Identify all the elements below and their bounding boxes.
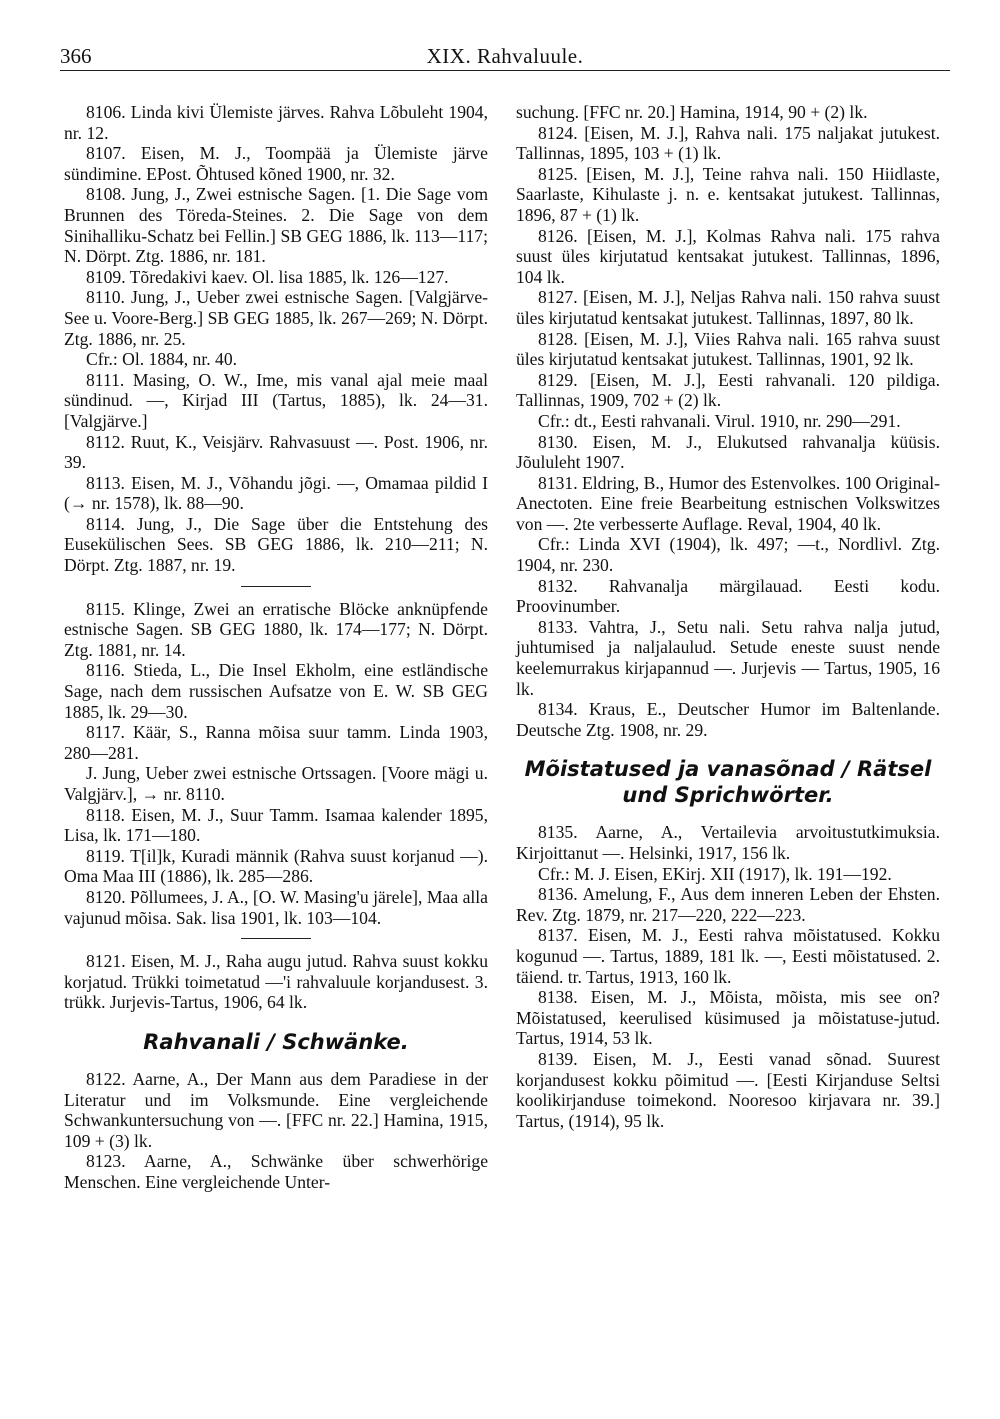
section-heading-rahvanali: Rahvanali / Schwänke. — [143, 1029, 409, 1054]
entry-8137: 8137. Eisen, M. J., Eesti rahva mõistatused. Kokku kogunud —. Tartus, 1889, 181 lk. —, Eesti mõistatused. 2. täiend. tr. Tartus, 1913, 160 lk. — [516, 925, 940, 987]
entry-8129-cfr: Cfr.: dt., Eesti rahvanali. Virul. 1910, nr. 290—291. — [538, 410, 901, 431]
entry-8139: 8139. Eisen, M. J., Eesti vanad sõnad. Suurest korjandusest kokku põimitud —. [Eesti Kirjanduse Seltsi koolikirjanduse toimekond. Nooresoo kirjavara nr. 39.] Tartus, (1914), 95 lk. — [516, 1048, 940, 1131]
entry-8130: 8130. Eisen, M. J., Elukutsed rahvanalja küüsis. Jõululeht 1907. — [516, 431, 940, 473]
separator-rule — [241, 938, 311, 939]
entry-8122: 8122. Aarne, A., Der Mann aus dem Paradiese in der Literatur und im Volksmunde. Eine vergleichende Schwankuntersuchung von —. [FFC nr. 22.] Hamina, 1915, 109 + (3) lk. — [64, 1068, 488, 1151]
entry-8116: 8116. Stieda, L., Die Insel Ekholm, eine estländische Sage, nach dem russischen Aufsatze von E. W. SB GEG 1885, lk. 29—30. — [64, 660, 488, 722]
entry-8123-continued: suchung. [FFC nr. 20.] Hamina, 1914, 90 + (2) lk. — [516, 102, 868, 122]
entry-8132: 8132. Rahvanalja märgilauad. Eesti kodu. Proovinumber. — [516, 575, 940, 617]
entry-8119: 8119. T[il]k, Kuradi männik (Rahva suust korjanud —). Oma Maa III (1886), lk. 285—286. — [64, 845, 488, 887]
entry-8120: 8120. Põllumees, J. A., [O. W. Masing'u järele], Maa alla vajunud mõisa. Sak. lisa 1901, lk. 103—104. — [64, 886, 488, 928]
entry-8136: 8136. Amelung, F., Aus dem inneren Leben der Ehsten. Rev. Ztg. 1879, nr. 217—220, 222—223. — [516, 884, 940, 925]
entry-8134: 8134. Kraus, E., Deutscher Humor im Baltenlande. Deutsche Ztg. 1908, nr. 29. — [516, 699, 940, 740]
entry-8135-cfr: Cfr.: M. J. Eisen, EKirj. XII (1917), lk. 191—192. — [538, 863, 892, 884]
entry-8131: 8131. Eldring, B., Humor des Estenvolkes. 100 Original-Anectoten. Eine freie Bearbeitung estnischen Volkswitzes von —. 2te verbesserte Auflage. Reval, 1904, 40 lk. — [516, 472, 940, 534]
entry-8107: 8107. Eisen, M. J., Toompää ja Ülemiste järve sündimine. EPost. Õhtused kõned 1900, nr. 32. — [64, 143, 488, 184]
section-heading-moistatused: Mõistatused ja vanasõnad / Rätsel und Sprichwörter. — [524, 757, 932, 808]
entry-8117: 8117. Käär, S., Ranna mõisa suur tamm. Linda 1903, 280—281. — [64, 722, 488, 763]
entry-8125: 8125. [Eisen, M. J.], Teine rahva nali. 150 Hiidlaste, Saarlaste, Kihulaste j. n. e. kentsakat jutukest. Tallinnas, 1896, 87 + (1) lk. — [516, 163, 940, 225]
left-column — [64, 102, 488, 1193]
entry-8121: 8121. Eisen, M. J., Raha augu jutud. Rahva suust kokku korjatud. Trükki toimetatud —'i rahvaluule korjandusest. 3. trükk. Jurjevis-Tartus, 1906, 64 lk. — [64, 951, 488, 1013]
header-rule — [60, 70, 950, 71]
entry-8114: 8114. Jung, J., Die Sage über die Entstehung des Eusekülischen Sees. SB GEG 1886, lk. 210—211; N. Dörpt. Ztg. 1887, nr. 19. — [64, 513, 488, 576]
entry-8113: 8113. Eisen, M. J., Võhandu jõgi. —, Omamaa pildid I (→ nr. 1578), lk. 88—90. — [64, 472, 488, 514]
page-number: 366 — [60, 44, 92, 68]
entry-8115: 8115. Klinge, Zwei an erratische Blöcke anknüpfende estnische Sagen. SB GEG 1880, lk. 174—177; N. Dörpt. Ztg. 1881, nr. 14. — [64, 598, 488, 660]
entry-8127: 8127. [Eisen, M. J.], Neljas Rahva nali. 150 rahva suust üles kirjutatud kentsakat jutukest. Tallinnas, 1897, 80 lk. — [516, 287, 940, 328]
entry-8117-jung: J. Jung, Ueber zwei estnische Ortssagen. [Voore mägi u. Valgjärv.], → nr. 8110. — [64, 763, 488, 804]
entry-8106: 8106. Linda kivi Ülemiste järves. Rahva Lõbuleht 1904, nr. 12. — [64, 102, 488, 143]
entry-8110-cfr: Cfr.: Ol. 1884, nr. 40. — [86, 349, 238, 370]
entry-8108: 8108. Jung, J., Zwei estnische Sagen. [1. Die Sage vom Brunnen des Töreda-Steines. 2. Die Sage von dem Sinihalliku-Schatz bei Fellin.] SB GEG 1886, lk. 113—117; N. Dörpt. Ztg. 1886, nr. 181. — [64, 184, 488, 267]
entry-8110: 8110. Jung, J., Ueber zwei estnische Sagen. [Valgjärve-See u. Voore-Berg.] SB GEG 1885, lk. 267—269; N. Dörpt. Ztg. 1886, nr. 25. — [64, 287, 488, 349]
entry-8112: 8112. Ruut, K., Veisjärv. Rahvasuust —. Post. 1906, nr. 39. — [64, 431, 488, 473]
entry-8123: 8123. Aarne, A., Schwänke über schwerhörige Menschen. Eine vergleichende Unter- — [64, 1151, 488, 1192]
entry-8129: 8129. [Eisen, M. J.], Eesti rahvanali. 120 pildiga. Tallinnas, 1909, 702 + (2) lk. — [516, 369, 940, 411]
right-column — [516, 102, 940, 1131]
entry-8126: 8126. [Eisen, M. J.], Kolmas Rahva nali. 175 rahva suust üles kirjutatud kentsakat jutukest. Tallinnas, 1896, 104 lk. — [516, 225, 940, 287]
entry-8118: 8118. Eisen, M. J., Suur Tamm. Isamaa kalender 1895, Lisa, lk. 171—180. — [64, 804, 488, 846]
entry-8131-cfr: Cfr.: Linda XVI (1904), lk. 497; —t., Nordlivl. Ztg. 1904, nr. 230. — [516, 534, 940, 576]
separator-rule — [241, 586, 311, 587]
entry-8138: 8138. Eisen, M. J., Mõista, mõista, mis see on? Mõistatused, keerulised küsimused ja mõistatuse-jutud. Tartus, 1914, 53 lk. — [516, 987, 940, 1049]
entry-8135: 8135. Aarne, A., Vertailevia arvoitustutkimuksia. Kirjoittanut —. Helsinki, 1917, 156 lk. — [516, 822, 940, 863]
running-title: XIX. Rahvaluule. — [426, 44, 584, 68]
entry-8109: 8109. Tõredakivi kaev. Ol. lisa 1885, lk. 126—127. — [86, 266, 449, 287]
entry-8133: 8133. Vahtra, J., Setu nali. Setu rahva nalja jutud, juhtumised ja naljalaulud. Setude eneste suust nende keelemurrakus kirjapannud —. Jurjevis — Tartus, 1905, 16 lk. — [516, 616, 940, 699]
entry-8124: 8124. [Eisen, M. J.], Rahva nali. 175 naljakat jutukest. Tallinnas, 1895, 103 + (1) lk. — [516, 122, 940, 164]
entry-8128: 8128. [Eisen, M. J.], Viies Rahva nali. 165 rahva suust üles kirjutatud kentsakat jutukest. Tallinnas, 1901, 92 lk. — [516, 328, 940, 370]
entry-8111: 8111. Masing, O. W., Ime, mis vanal ajal meie maal sündinud. —, Kirjad III (Tartus, 1885), lk. 24—31. [Valgjärve.] — [64, 369, 488, 431]
